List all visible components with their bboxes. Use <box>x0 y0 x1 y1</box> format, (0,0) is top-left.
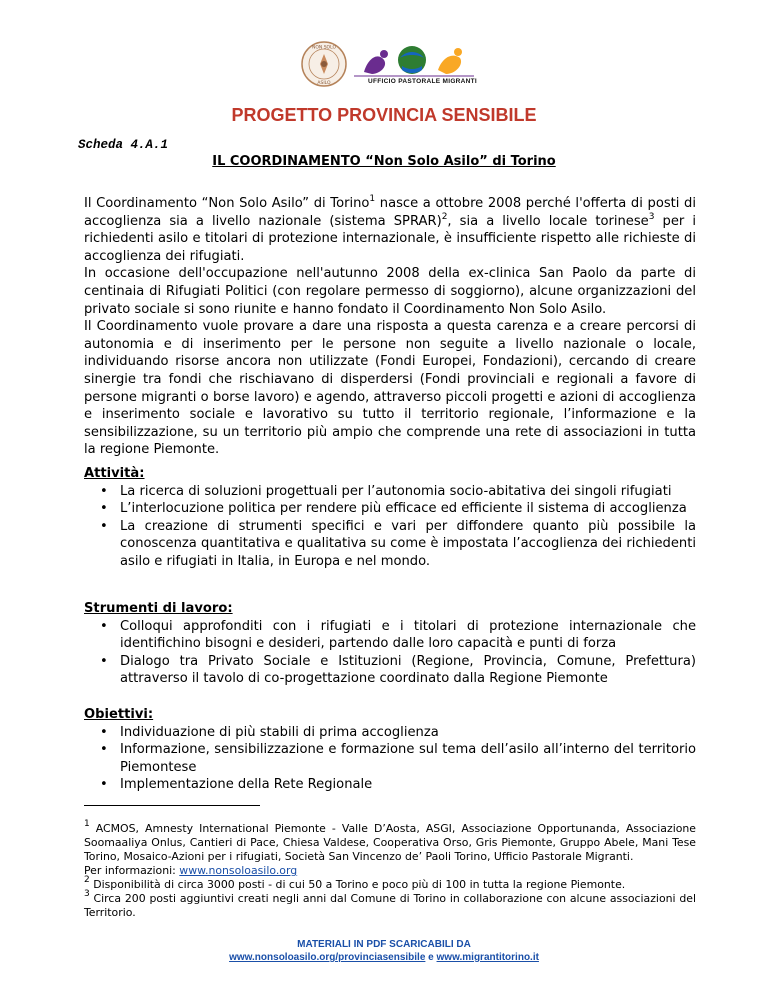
document-subtitle: IL COORDINAMENTO “Non Solo Asilo” di Torino <box>212 154 556 169</box>
intro-paragraph-3: Il Coordinamento vuole provare a dare una risposta a questa carenza e a creare percorsi di autonomia e di inserimento per le persone non seguite a livello nazionale o locale, individuando risorse ancora non utilizzate (Fondi Europei, Fondazioni), cercando di creare sinergie tra fondi che rischiavano di disperdersi (Fondi provinciali e regionali a favore di persone migranti o borse lavoro) e agendo, attraverso piccoli progetti e azioni di accoglienza e inserimento sociale e lavorativo su tutto il territorio regionale, l’informazione e la sensibilizzazione, su un territorio più ampio che comprende una rete di associazioni in tutta la regione Piemonte. <box>84 319 696 458</box>
bullet-icon: • <box>100 742 108 758</box>
provinciasensibile-link[interactable]: www.nonsoloasilo.org/provinciasensibile <box>229 952 426 963</box>
bullet-icon: • <box>100 501 108 517</box>
list-item: • La ricerca di soluzioni progettuali per l’autonomia socio-abitativa dei singoli rifugiati <box>100 483 672 499</box>
list-item: • Dialogo tra Privato Sociale e Istituzioni (Regione, Provincia, Comune, Prefettura) attraverso il tavolo di co-progettazione coordinato dalla Regione Piemonte <box>100 653 696 687</box>
list-item: • Informazione, sensibilizzazione e formazione sul tema dell’asilo all’interno del territorio Piemontese <box>100 742 696 775</box>
logo-caption: UFFICIO PASTORALE MIGRANTI <box>368 78 478 85</box>
bullet-icon: • <box>100 724 108 740</box>
bullet-icon: • <box>100 777 108 793</box>
intro-paragraph-2: In occasione dell'occupazione nell'autunno 2008 della ex-clinica San Paolo da parte di centinaia di Rifugiati Politici (con regolare permesso di soggiorno), alcune organizzazioni del privato sociale si sono riunite e hanno fondato il Coordinamento Non Solo Asilo. <box>84 266 696 317</box>
list-item: • L’interlocuzione politica per rendere più efficace ed efficiente il sistema di accoglienza <box>100 501 687 517</box>
footnote-2: $^2$ Disponibilità di circa 3000 posti - di cui 50 a Torino e poco più di 100 in tutta la regione Piemonte. <box>84 875 626 891</box>
footnote-3: $^3$ Circa 200 posti aggiuntivi creati negli anni dal Comune di Torino in collaborazione con alcune associazioni del Territorio. <box>84 889 696 919</box>
footnote-1: $^1$ ACMOS, Amnesty International Piemonte - Valle D’Aosta, ASGI, Associazione Opportunanda, Associazione Soomaaliya Onlus, Cantieri di Pace, Chiesa Valdese, Cooperativa Orso, Gris Piemonte, Gruppo Abele, Mani Tese Torino, Mosaico-Azioni per i rifugiati, Società San Vincenzo de’ Paoli Torino, Ufficio Pastorale Migranti. Per informazioni: www.nonsoloasilo.org <box>84 819 696 877</box>
bullet-icon: • <box>100 653 108 669</box>
obiettivi-heading: Obiettivi: <box>84 707 154 722</box>
nonsoloasilo-link[interactable]: www.nonsoloasilo.org <box>179 864 298 877</box>
page-footer: MATERIALI IN PDF SCARICABILI DA www.nonsoloasilo.org/provinciasensibile e www.migrantitorino.it <box>0 938 768 964</box>
migrantitorino-link[interactable]: www.migrantitorino.it <box>436 952 539 963</box>
attivita-heading: Attività: <box>84 466 145 481</box>
list-item: • La creazione di strumenti specifici e vari per diffondere quanto più possibile la conoscenza quantitativa e qualitativa su come è impostata l’accoglienza dei richiedenti asilo e rifugiati in Italia, in Europa e nel mondo. <box>100 518 696 569</box>
strumenti-section <box>84 600 696 688</box>
list-item: • Colloqui approfonditi con i rifugiati e i titolari di protezione internazionale che identifichino bisogni e desideri, partendo dalle loro capacità e punti di forza <box>100 618 696 652</box>
footnote-ref-2[interactable]: 2 <box>441 211 448 222</box>
non-solo-asilo-logo <box>300 40 348 88</box>
footnote-ref-1[interactable]: 1 <box>369 194 376 204</box>
footer-caption: MATERIALI IN PDF SCARICABILI DA <box>297 939 471 950</box>
list-item: • Individuazione di più stabili di prima accoglienza <box>100 724 439 740</box>
strumenti-heading: Strumenti di lavoro: <box>84 601 233 616</box>
bullet-icon: • <box>100 483 108 499</box>
logo-text-top: NON SOLO <box>312 45 336 51</box>
intro-section <box>84 195 696 459</box>
bullet-icon: • <box>100 518 108 534</box>
footnotes <box>84 819 696 920</box>
attivita-section <box>84 465 696 571</box>
list-item: • Implementazione della Rete Regionale <box>100 777 373 793</box>
page-title: PROGETTO PROVINCIA SENSIBILE <box>231 105 537 125</box>
footnote-divider <box>84 805 260 806</box>
footnote-ref-3[interactable]: 3 <box>648 211 655 222</box>
logo-text-bottom: ASILO <box>317 81 331 86</box>
scheda-label: Scheda 4.A.1 <box>78 138 169 152</box>
intro-paragraph-1: Il Coordinamento “Non Solo Asilo” di Torino$^1$ nasce a ottobre 2008 perché l'offerta di posti di accoglienza sia a livello nazionale (sistema SPRAR)$^2$, sia a livello locale torinese$^3$ per i richiedenti asilo e titolari di protezione internazionale, è insufficiente rispetto alle richieste di accoglienza dei rifugiati. <box>84 194 697 264</box>
bullet-icon: • <box>100 618 108 634</box>
obiettivi-section <box>84 706 696 794</box>
